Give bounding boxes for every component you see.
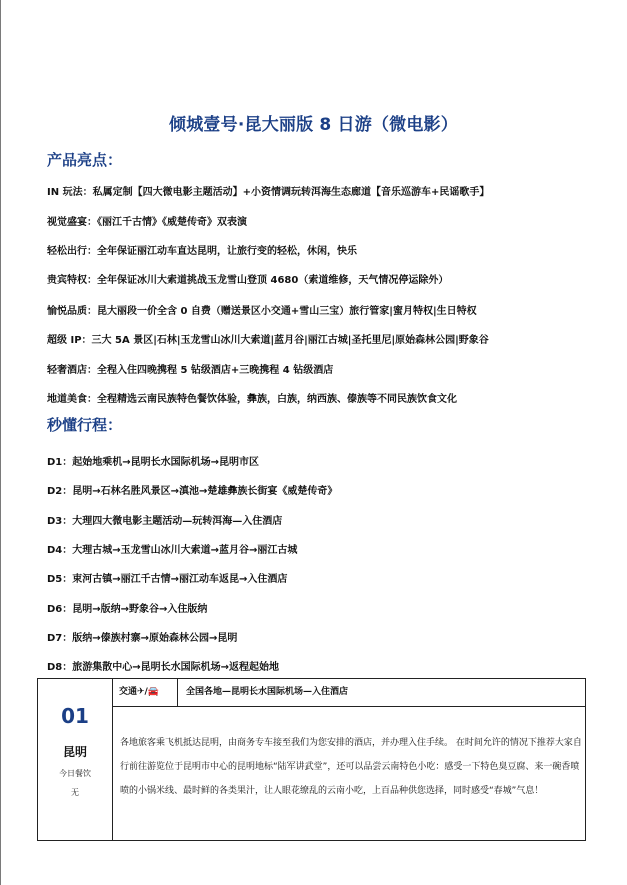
highlight-item-travel: 轻松出行：全年保证丽江动车直达昆明，让旅行变的轻松，休闲，快乐	[47, 246, 357, 257]
itinerary-day-6: D6：昆明→版纳→野象谷→入住版纳	[47, 604, 208, 615]
itinerary-day-4: D4：大理古城→玉龙雪山冰川大索道→蓝月谷→丽江古城	[47, 545, 298, 556]
day-city: 昆明	[62, 745, 87, 759]
day-description: 各地旅客乘飞机抵达昆明，由商务专车接至我们为您安排的酒店，并办理入住手续。 在时间允许的情况下推荐大家自行前往游览位于昆明市中心的昆明地标“陆军讲武堂”，还可以品尝云南特色小吃：感受一下特色臭豆腐、来一碗香喷喷的小锅米线、最时鲜的各类果汁，让人眼花缭乱的云南小吃，上百品种供您选择，同时感受“春城”气息！	[120, 738, 582, 796]
day-summary-column	[38, 679, 113, 840]
itinerary-heading: 秒懂行程：	[47, 416, 123, 434]
meal-label: 今日餐饮	[59, 769, 91, 778]
highlight-item-hotel: 轻奢酒店：全程入住四晚携程 5 钻级酒店+三晚携程 4 钻级酒店	[47, 365, 334, 376]
highlight-item-shows: 视觉盛宴：《丽江千古情》《威楚传奇》双表演	[47, 217, 247, 228]
itinerary-day-2: D2：昆明→石林名胜风景区→滇池→楚雄彝族长街宴《威楚传奇》	[47, 486, 338, 497]
highlight-item-vip: 贵宾特权：全年保证冰川大索道挑战玉龙雪山登顶 4680（索道维修，天气情况停运除外）	[47, 275, 449, 286]
transport-cell: 交通✈/🚘	[112, 679, 178, 706]
highlight-item-quality: 愉悦品质：昆大丽段一价全含 0 自费（赠送景区小交通+雪山三宝）旅行管家|蜜月特权|生日特权	[47, 306, 477, 317]
itinerary-day-5: D5：束河古镇→丽江千古情→丽江动车返昆→入住酒店	[47, 574, 288, 585]
page-title: 倾城壹号·昆大丽版 8 日游（微电影）	[169, 115, 458, 135]
route-cell: 全国各地—昆明长水国际机场—入住酒店	[186, 687, 349, 697]
itinerary-day-1: D1：起始地乘机→昆明长水国际机场→昆明市区	[47, 457, 260, 468]
itinerary-day-3: D3：大理四大微电影主题活动—玩转洱海—入住酒店	[47, 516, 283, 527]
itinerary-day-8: D8：旅游集散中心→昆明长水国际机场→返程起始地	[47, 662, 280, 673]
highlight-item-scenic: 超级 IP：三大 5A 景区|石林|玉龙雪山冰川大索道|蓝月谷|丽江古城|圣托里尼|原始森林公园|野象谷	[47, 335, 489, 346]
day-number: 01	[61, 704, 89, 728]
day-detail-table	[37, 678, 586, 841]
meal-value: 无	[71, 788, 79, 797]
highlights-heading: 产品亮点：	[47, 151, 123, 169]
day-header-row	[112, 679, 585, 707]
highlight-item-in-play: IN 玩法：私属定制【四大微电影主题活动】+小资情调玩转洱海生态廊道【音乐巡游车+民谣歌手】	[47, 187, 490, 198]
highlight-item-food: 地道美食：全程精选云南民族特色餐饮体验，彝族，白族，纳西族、傣族等不同民族饮食文化	[47, 394, 457, 405]
itinerary-day-7: D7：版纳→傣族村寨→原始森林公园→昆明	[47, 633, 238, 644]
